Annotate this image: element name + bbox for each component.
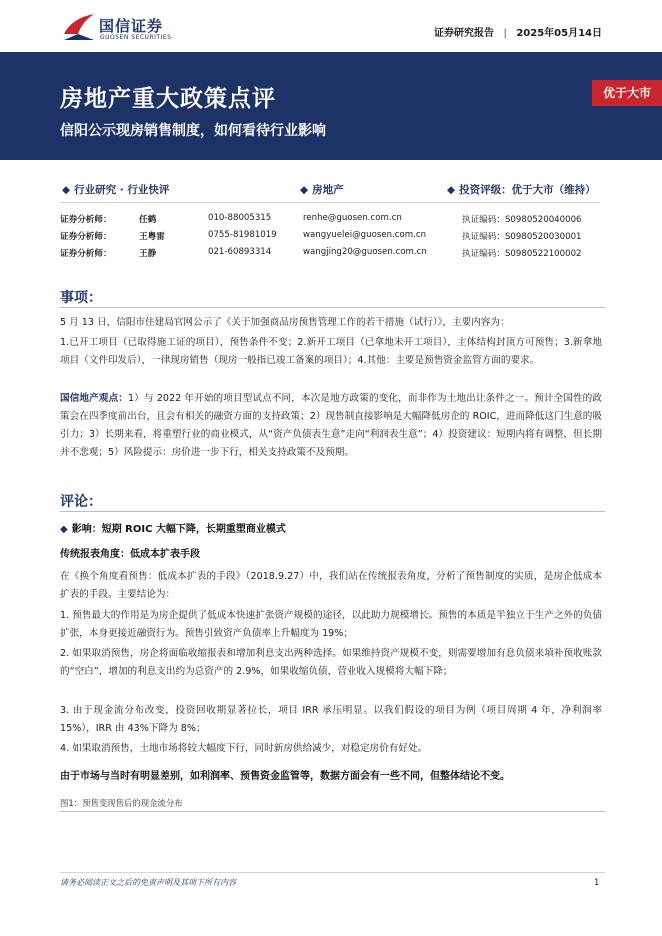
- figure-label: 图1：预售变现售后的现金流分布: [60, 798, 183, 808]
- section-divider: [60, 511, 605, 512]
- comment-paragraph-4: 3. 由于现金流分布改变，投资回收期显著拉长，项目 IRR 承压明显。以我们假设的项目为例（项目周期 4 年，净利润率 15%），IRR 由 43%下降为 8%；: [60, 705, 602, 734]
- report-subtitle: 信阳公示现房销售制度，如何看待行业影响: [60, 123, 326, 139]
- analyst-name: 王粤雷: [139, 232, 165, 242]
- title-banner: [0, 52, 662, 160]
- divider: [60, 202, 600, 203]
- impact-heading: [60, 520, 602, 535]
- event-paragraph-2: 1.已开工项目（已取得施工证的项目），预售条件不变；2.新开工项目（已拿地未开工项目），主体结构封顶方可预售；3.新拿地项目（文件印发后），一律现房销售（现房一般指已竣工备案的项目）；4.其他：主要是预售资金监管方面的要求。: [60, 337, 602, 366]
- guosen-logo: [62, 12, 190, 46]
- analyst-role: 证券分析师：: [60, 215, 112, 225]
- analyst-row: [60, 213, 605, 230]
- report-title: 房地产重大政策点评: [60, 86, 276, 112]
- logo-text-en: GUOSEN SECURITIES: [100, 34, 172, 41]
- analyst-cert: 执证编码：S0980520030001: [462, 232, 582, 242]
- comment-paragraph-1: 在《换个角度看预售：低成本扩表的手段》（2018.9.27）中，我们站在传统报表角度，分析了预售制度的实质，是房企低成本扩表的手段。主要结论为：: [60, 571, 602, 600]
- impact-text: 影响：短期 ROIC 大幅下降，长期重塑商业模式: [71, 524, 286, 535]
- comment-paragraph-2: 1. 预售最大的作用是为房企提供了低成本快速扩张资产规模的途径，以此助力规模增长。预售的本质是半独立于生产之外的负债扩张，本身更接近融资行为。预售引致资产负债率上升幅度为 19%；: [60, 610, 602, 639]
- sub-heading: 传统报表角度：低成本扩表手段: [60, 549, 200, 560]
- diamond-icon: ◆: [447, 184, 456, 196]
- analyst-row: [60, 230, 605, 247]
- page-number: 1: [594, 877, 600, 887]
- analyst-role: 证券分析师：: [60, 249, 112, 259]
- diamond-icon: ◆: [60, 524, 68, 535]
- industry-label: 房地产: [312, 184, 344, 196]
- event-paragraph-1: 5 月 13 日，信阳市住建局官网公示了《关于加强商品房预售管理工作的若干措施（试行）》，主要内容为：: [60, 317, 510, 328]
- guosen-view-label: 国信地产观点：: [60, 393, 128, 404]
- page-header: [0, 0, 662, 52]
- analyst-role: 证券分析师：: [60, 232, 112, 242]
- header-separator: |: [503, 28, 507, 39]
- analyst-name: 王静: [139, 249, 157, 259]
- analyst-cert: 执证编码：S0980522100002: [462, 249, 582, 259]
- meta-industry: [300, 182, 344, 197]
- analyst-row: [60, 247, 605, 264]
- figure-divider: [60, 811, 605, 812]
- diamond-icon: ◆: [62, 184, 71, 196]
- logo-text-cn: 国信证券: [99, 17, 164, 35]
- section-divider: [60, 307, 605, 308]
- report-type: 证券研究报告: [433, 28, 494, 39]
- comment-paragraph-3: 2. 如果取消预售，房企将面临收缩报表和增加利息支出两种选择。如果维持资产规模不变，则需要增加有息负债来填补预收账款的“空白”，增加的利息支出约为总资产的 2.9%，如果收缩负债，营业收入规模将大幅下降；: [60, 648, 602, 677]
- analyst-phone: 021-60893314: [208, 247, 272, 257]
- comment-heading: 评论：: [60, 494, 102, 510]
- category-label: 行业研究 · 行业快评: [74, 184, 170, 196]
- analyst-email[interactable]: wangyuelei@guosen.com.cn: [303, 230, 427, 240]
- event-heading: 事项：: [60, 290, 102, 306]
- rating-label: 投资评级：优于大市（维持）: [459, 184, 596, 196]
- meta-category: [62, 182, 169, 197]
- analyst-list: [60, 213, 605, 264]
- analyst-name: 任鹤: [139, 215, 157, 225]
- report-date: 2025年05月14日: [516, 28, 602, 39]
- analyst-email[interactable]: renhe@guosen.com.cn: [303, 213, 402, 223]
- footer-divider: [60, 872, 605, 873]
- conclusion: 由于市场与当时有明显差别，如利润率、预售资金监管等，数据方面会有一些不同，但整体结论不变。: [60, 771, 510, 782]
- footer-disclaimer: 请务必阅读正文之后的免责声明及其项下所有内容: [60, 878, 236, 887]
- guosen-view-text: 1）与 2022 年开始的项目型试点不同，本次是地方政策的变化，而非作为土地出让条件之一。预计全国性的政策会在四季度前出台，且会有相关的融资方面的支持政策；2）现售制直接影响是大幅降低房企的 ROIC，进而降低这门生意的吸引力；3）长期来看，将重塑行业的商业模式，从“资产负债表生意”走向“利润表生意”；4）投资建议：短期内将有调整，但长期并不悲观；5）风险提示：房价进一步下行，相关支持政策不及预期。: [60, 393, 602, 458]
- comment-paragraph-5: 4. 如果取消预售，土地市场将较大幅度下行，同时新房供给减少，对稳定房价有好处。: [60, 743, 428, 754]
- logo-mark-icon: [62, 12, 96, 42]
- report-meta: [434, 24, 602, 39]
- analyst-phone: 0755-81981019: [208, 230, 277, 240]
- event-paragraph-3: [60, 390, 602, 462]
- diamond-icon: ◆: [300, 184, 309, 196]
- rating-tag: 优于大市: [592, 80, 662, 106]
- analyst-email[interactable]: wangjing20@guosen.com.cn: [303, 247, 427, 257]
- meta-rating: [447, 182, 596, 197]
- analyst-cert: 执证编码：S0980520040006: [462, 215, 582, 225]
- analyst-phone: 010-88005315: [208, 213, 272, 223]
